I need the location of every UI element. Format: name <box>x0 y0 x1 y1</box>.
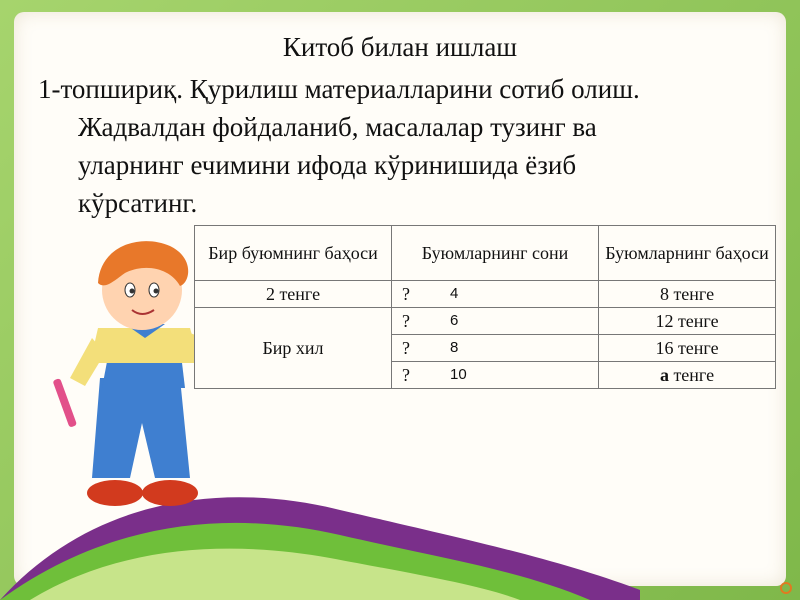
cell-count <box>392 281 599 308</box>
cell-price: 2 тенге <box>195 281 392 308</box>
cell-total: 8 тенге <box>599 281 776 308</box>
answer-value: 8 <box>450 339 459 356</box>
table-row <box>195 281 776 308</box>
cell-count <box>392 362 599 389</box>
cell-price-merged: Бир хил <box>195 308 392 389</box>
slide-corner-icon <box>780 582 792 594</box>
task-text <box>38 70 778 222</box>
answer-value: 4 <box>450 285 459 302</box>
answer-value: 10 <box>450 366 467 383</box>
task-line: 1-топшириқ. Қурилиш материалларини сотиб олиш. <box>38 74 640 104</box>
cell-total: 16 тенге <box>599 335 776 362</box>
task-line: кўрсатинг. <box>78 188 198 218</box>
cell-count <box>392 335 599 362</box>
header-total: Буюмларнинг баҳоси <box>599 226 776 281</box>
slide-title: Китоб билан ишлаш <box>282 32 518 62</box>
question-mark: ? <box>402 310 410 331</box>
cell-total <box>599 362 776 389</box>
question-mark: ? <box>402 337 410 358</box>
question-mark: ? <box>402 283 410 304</box>
data-table <box>194 225 776 389</box>
cell-total: 12 тенге <box>599 308 776 335</box>
table-header-row <box>195 226 776 281</box>
cell-count <box>392 308 599 335</box>
header-count: Буюмларнинг сони <box>392 226 599 281</box>
task-line: Жадвалдан фойдаланиб, масалалар тузинг ва <box>78 112 597 142</box>
question-mark: ? <box>402 364 410 385</box>
header-unit-price: Бир буюмнинг баҳоси <box>195 226 392 281</box>
task-line: уларнинг ечимини ифода кўринишида ёзиб <box>78 150 577 180</box>
total-variable: а <box>659 364 669 385</box>
table-row <box>195 308 776 335</box>
total-unit: тенге <box>673 364 715 385</box>
answer-value: 6 <box>450 312 459 329</box>
